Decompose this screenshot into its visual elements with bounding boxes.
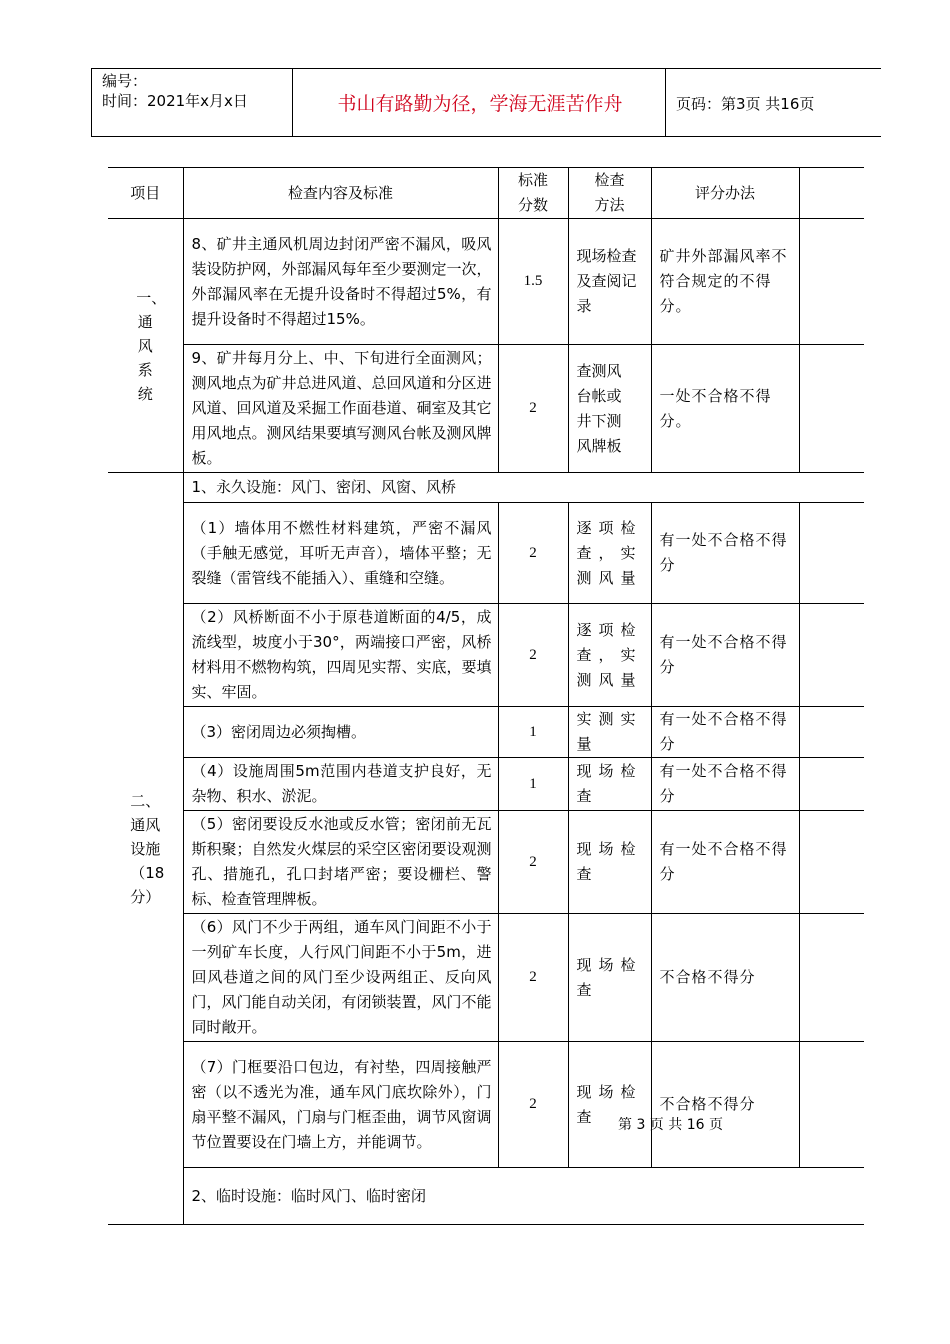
standard-score: 2 (498, 1042, 568, 1168)
rating-method: 有一处不合格不得分 (651, 707, 799, 758)
check-method: 实测实量 (568, 707, 651, 758)
check-content: （7）门框要沿口包边，有衬垫，四周接触严密（以不透光为准，通车风门底坎除外），门扇平整不漏风，门扇与门框歪曲，调节风窗调节位置要设在门墙上方，并能调节。 (183, 1042, 498, 1168)
rating-method: 不合格不得分 (651, 914, 799, 1042)
header-divider (665, 69, 666, 136)
header-meta (102, 71, 248, 111)
table-row (108, 1042, 864, 1168)
check-method: 现场检查 (568, 811, 651, 914)
table-row (108, 914, 864, 1042)
check-content: （4）设施周围5m范围内巷道支护良好，无杂物、积水、淤泥。 (183, 758, 498, 811)
check-method: 逐项检查，实测风量 (568, 604, 651, 707)
rating-method: 不合格不得分 (651, 1042, 799, 1168)
rating-method: 有一处不合格不得分 (651, 758, 799, 811)
check-method: 现场检查 (568, 758, 651, 811)
header-page-label: 页码：第3页 共16页 (676, 95, 815, 113)
extra-cell (799, 1042, 864, 1168)
rating-method: 有一处不合格不得分 (651, 811, 799, 914)
standard-score: 2 (498, 811, 568, 914)
check-content: （1）墙体用不燃性材料建筑，严密不漏风（手触无感觉，耳听无声音），墙体平整；无裂缝（雷管线不能插入）、重缝和空缝。 (183, 503, 498, 604)
subsection-temporary-facilities: 2、临时设施：临时风门、临时密闭 (183, 1168, 864, 1225)
rating-method: 有一处不合格不得分 (651, 604, 799, 707)
document-header (91, 68, 881, 137)
check-content: 9、矿井每月分上、中、下旬进行全面测风；测风地点为矿井总进风道、总回风道和分区进风道、回风道及采掘工作面巷道、硐室及其它用风地点。测风结果要填写测风台帐及测风牌板。 (183, 345, 498, 473)
table-row (108, 345, 864, 473)
extra-cell (799, 604, 864, 707)
table-row (108, 503, 864, 604)
section-title-ventilation-facilities: 二、通风设施（18分） (108, 473, 183, 1225)
check-method: 现场检查及查阅记录 (568, 219, 651, 345)
extra-cell (799, 914, 864, 1042)
standard-score: 1.5 (498, 219, 568, 345)
header-divider (91, 69, 92, 136)
col-header-project: 项目 (108, 168, 183, 219)
extra-cell (799, 219, 864, 345)
standard-score: 1 (498, 758, 568, 811)
standard-score: 2 (498, 604, 568, 707)
extra-cell (799, 811, 864, 914)
table-row (108, 219, 864, 345)
inspection-table (108, 167, 864, 1225)
subsection-permanent-facilities: 1、永久设施：风门、密闭、风窗、风桥 (183, 473, 864, 503)
check-method: 现场检查 (568, 914, 651, 1042)
table-row (108, 707, 864, 758)
page-footer: 第 3 页 共 16 页 (618, 1117, 723, 1133)
col-header-content: 检查内容及标准 (183, 168, 498, 219)
table-row (108, 811, 864, 914)
rating-method: 有一处不合格不得分 (651, 503, 799, 604)
col-header-rating: 评分办法 (651, 168, 799, 219)
standard-score: 2 (498, 503, 568, 604)
header-divider (292, 69, 293, 136)
table-subheading-row (108, 473, 864, 503)
standard-score: 1 (498, 707, 568, 758)
standard-score: 2 (498, 914, 568, 1042)
check-method: 现场检查 (568, 1042, 651, 1168)
rating-method: 矿井外部漏风率不符合规定的不得分。 (651, 219, 799, 345)
extra-cell (799, 707, 864, 758)
table-subheading-row (108, 1168, 864, 1225)
extra-cell (799, 345, 864, 473)
check-content: （5）密闭要设反水池或反水管；密闭前无瓦斯积聚；自然发火煤层的采空区密闭要设观测孔、措施孔，孔口封堵严密；要设栅栏、警标、检查管理牌板。 (183, 811, 498, 914)
check-method: 查测风台帐或井下测风牌板 (568, 345, 651, 473)
check-method: 逐项检查，实测风量 (568, 503, 651, 604)
extra-cell (799, 503, 864, 604)
col-header-method: 检查方法 (568, 168, 651, 219)
standard-score: 2 (498, 345, 568, 473)
document-time-label: 时间：2021年x月x日 (102, 92, 248, 110)
table-row (108, 604, 864, 707)
check-content: （6）风门不少于两组，通车风门间距不小于一列矿车长度，人行风门间距不小于5m，进回风巷道之间的风门至少设两组正、反向风门，风门能自动关闭，有闭锁装置，风门不能同时敞开。 (183, 914, 498, 1042)
extra-cell (799, 758, 864, 811)
document-number-label: 编号： (102, 72, 148, 90)
col-header-score: 标准分数 (498, 168, 568, 219)
section-title-ventilation-system: 一、通风系统 (108, 219, 183, 473)
check-content: 8、矿井主通风机周边封闭严密不漏风，吸风装设防护网，外部漏风每年至少要测定一次，外部漏风率在无提升设备时不得超过5%，有提升设备时不得超过15%。 (183, 219, 498, 345)
check-content: （2）风桥断面不小于原巷道断面的4/5，成流线型，坡度小于30°，两端接口严密，风桥材料用不燃物构筑，四周见实帮、实底，要填实、牢固。 (183, 604, 498, 707)
table-header-row (108, 168, 864, 219)
col-header-extra (799, 168, 864, 219)
rating-method: 一处不合格不得分。 (651, 345, 799, 473)
header-motto: 书山有路勤为径，学海无涯苦作舟 (337, 93, 623, 115)
check-content: （3）密闭周边必须掏槽。 (183, 707, 498, 758)
table-row (108, 758, 864, 811)
